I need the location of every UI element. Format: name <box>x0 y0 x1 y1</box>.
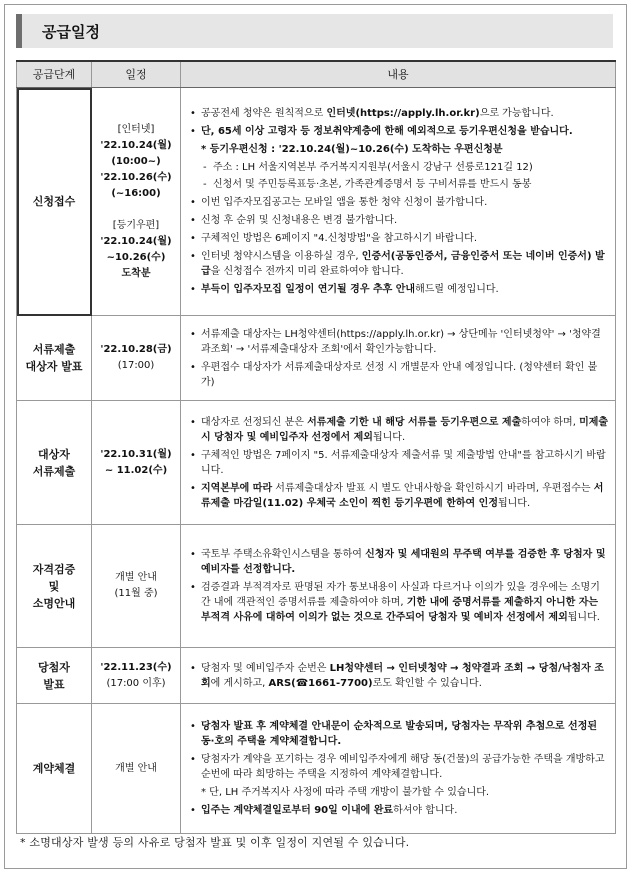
date-line: '22.11.23(수) <box>100 661 172 673</box>
text-run: 신청서 및 주민등록표등·초본, 가족관계증명서 등 구비서류를 반드시 동봉 <box>213 179 532 190</box>
bullet-item <box>189 448 609 478</box>
date-line: 개별 안내 <box>115 572 157 583</box>
date-line: [등기우편] <box>112 219 160 231</box>
text-run: 서류제출 대상자는 LH청약센터(https://apply.lh.or.kr) → 상단메뉴 '인터넷청약' → '청약결과조회' → '서류제출대상자 조회'에서 확인가능합니다. <box>201 328 601 355</box>
text-run: 하셔야 합니다. <box>393 805 458 816</box>
text-run: 부득이 입주자모집 일정이 연기될 경우 추후 안내 <box>201 284 416 295</box>
text-run: 검증결과 부적격자로 판명된 자가 통보내용이 사실과 다르거나 이의가 있을 경우에는 소명기간 내에 객관적인 증명서류를 제출하여야 하며, <box>201 582 600 608</box>
text-run: 당첨자가 계약을 포기하는 경우 예비입주자에게 해당 동(건물)의 공급가능한 주택을 개방하고 순번에 따라 희망하는 주택을 지정하여 계약체결합니다. <box>201 754 605 780</box>
text-run: 신청 후 순위 및 신청내용은 변경 불가합니다. <box>201 215 398 226</box>
date-line: 개별 안내 <box>115 762 157 774</box>
bullet-item <box>189 106 609 121</box>
text-run: * 단, LH 주거복지사 사정에 따라 주택 개방이 불가할 수 있습니다. <box>201 787 490 798</box>
date-line: ~ 11.02(수) <box>104 464 168 476</box>
date-line: '22.10.24(월) <box>100 139 172 151</box>
text-run: 미제출 시 당첨자 및 예비입주자 선정에서 제외 <box>201 416 609 443</box>
date-cell <box>92 88 181 316</box>
date-line: [인터넷] <box>117 123 155 135</box>
text-run: 해드릴 예정입니다. <box>415 284 499 295</box>
bullet-item <box>189 124 609 139</box>
schedule-table <box>16 60 616 834</box>
stage-label: 및 <box>48 579 60 593</box>
stage-label: 신청접수 <box>32 195 76 208</box>
text-run: 인증서(공동인증서, 금융인증서 또는 네이버 인증서) 발급 <box>201 251 605 277</box>
bullet-item <box>189 360 609 390</box>
bullet-item <box>189 752 609 782</box>
bullet-item <box>189 547 609 577</box>
text-run: 단, 65세 이상 고령자 등 정보취약계층에 한해 예외적으로 등기우편신청을 받습니다. <box>201 126 573 137</box>
date-line: (11월 중) <box>114 588 158 599</box>
schedule-row <box>17 316 616 401</box>
sub-item <box>189 160 609 175</box>
date-cell <box>92 648 181 704</box>
text-run: 지역본부에 따라 <box>201 482 273 494</box>
schedule-row <box>17 525 616 648</box>
date-line: (10:00~) <box>111 155 161 167</box>
text-run: 당첨자 발표 후 계약체결 안내문이 순차적으로 발송되며, 당첨자는 무작위 추첨으로 선정된 동·호의 주택을 계약체결합니다. <box>201 721 598 747</box>
text-run: 구체적인 방법은 7페이지 "5. 서류제출대상자 제출서류 및 제출방법 안내"를 참고하시기 바랍니다. <box>201 449 606 476</box>
table-header-row <box>17 61 616 88</box>
stage-label: 자격검증 <box>32 562 76 576</box>
text-run: 구체적인 방법은 6페이지 "4.신청방법"을 참고하시기 바랍니다. <box>201 233 478 244</box>
bullet-item <box>189 213 609 228</box>
bullet-item <box>189 803 609 818</box>
bullet-item <box>189 249 609 279</box>
content-cell <box>181 704 616 834</box>
bullet-item <box>189 481 609 511</box>
bullet-item <box>189 415 609 445</box>
text-run: 인터넷(https://apply.lh.or.kr) <box>326 108 480 119</box>
date-cell <box>92 316 181 401</box>
text-run: 됩니다. <box>372 431 406 443</box>
text-run: 됩니다. <box>567 612 600 623</box>
stage-label: 계약체결 <box>32 762 76 775</box>
text-run: 국토부 주택소유확인시스템을 통하여 <box>201 549 366 560</box>
date-line: '22.10.28(금) <box>100 344 172 355</box>
content-cell <box>181 401 616 525</box>
date-cell <box>92 401 181 525</box>
bullet-item <box>189 195 609 210</box>
date-line: '22.10.26(수) <box>100 171 172 183</box>
date-line: (17:00 이후) <box>106 677 166 689</box>
stage-cell <box>17 88 92 316</box>
content-cell <box>181 525 616 648</box>
stage-label: 소명안내 <box>32 596 76 610</box>
text-run: 인터넷 청약시스템을 이용하실 경우, <box>201 251 362 262</box>
text-run: 입주는 계약체결일로부터 90일 이내에 완료 <box>201 805 394 816</box>
date-line: '22.10.31(월) <box>100 448 172 460</box>
text-run: LH청약센터 → 인터넷청약 → 청약결과 조회 → 당첨/낙첨자 조회 <box>201 662 604 689</box>
stage-label: 대상자 <box>38 447 70 461</box>
text-run: 우편접수 대상자가 서류제출대상자로 선정 시 개별문자 안내 예정입니다. (청약센터 확인 불가) <box>201 361 598 388</box>
section-title-bar <box>16 14 613 48</box>
schedule-row <box>17 648 616 704</box>
bullet-item <box>189 282 609 297</box>
sub-item <box>189 177 609 192</box>
text-run: ARS(☎1661-7700) <box>268 677 373 689</box>
content-cell <box>181 316 616 401</box>
note-item <box>189 142 609 157</box>
schedule-row <box>17 704 616 834</box>
text-run: 을 신청접수 전까지 미리 완료하여야 합니다. <box>210 266 404 277</box>
date-cell <box>92 525 181 648</box>
text-run: 서류제출 기한 내 해당 서류를 등기우편으로 제출 <box>307 416 522 428</box>
stage-label: 발표 <box>43 677 65 691</box>
date-line: ~10.26(수) <box>106 251 166 263</box>
text-run: 하여야 하며, <box>521 416 580 428</box>
text-run: 로도 확인할 수 있습니다. <box>372 677 482 689</box>
bullet-item <box>189 327 609 357</box>
stage-label: 서류제출 <box>32 464 76 478</box>
header-stage: 공급단계 <box>17 61 92 88</box>
text-run: 대상자로 선정되신 분은 <box>201 416 308 428</box>
date-cell <box>92 704 181 834</box>
text-run: 에 게시하고, <box>210 677 269 689</box>
text-run: 주소 : LH 서울지역본부 주거복지지원부(서울시 강남구 선릉로121길 12) <box>213 162 533 173</box>
stage-label: 서류제출 <box>32 343 76 356</box>
schedule-body <box>17 88 616 834</box>
bullet-item <box>189 580 609 625</box>
date-line: '22.10.24(월) <box>100 235 172 247</box>
date-line <box>93 202 179 218</box>
header-content: 내용 <box>181 61 616 88</box>
bullet-item <box>189 231 609 246</box>
stage-cell <box>17 648 92 704</box>
text-run: 됩니다. <box>497 497 531 509</box>
text-run: * 등기우편신청 : '22.10.24(월)~10.26(수) 도착하는 우편신청분 <box>201 144 503 155</box>
stage-label: 당첨자 <box>38 660 70 674</box>
date-line: (17:00) <box>117 360 155 371</box>
schedule-row <box>17 401 616 525</box>
content-cell <box>181 88 616 316</box>
date-line: 도착분 <box>121 267 151 279</box>
stage-cell <box>17 401 92 525</box>
stage-cell <box>17 316 92 401</box>
stage-cell <box>17 704 92 834</box>
note-item <box>189 785 609 800</box>
text-run: 으로 가능합니다. <box>479 108 554 119</box>
text-run: 기한 내에 증명서류를 제출하지 아니한 자는 부적격 사유에 대하여 이의가 없는 것으로 간주되어 당첨자 및 예비자 선정에서 제외 <box>201 597 599 623</box>
stage-label: 대상자 발표 <box>25 360 83 373</box>
schedule-row <box>17 88 616 316</box>
bullet-item <box>189 661 609 691</box>
text-run: 서류제출 마감일(11.02) 우체국 소인이 찍힌 등기우편에 한하여 인정 <box>201 482 604 509</box>
text-run: 당첨자 및 예비입주자 순번은 <box>201 662 330 674</box>
header-date: 일정 <box>92 61 181 88</box>
text-run: 서류제출대상자 발표 시 별도 안내사항을 확인하시기 바라며, 우편접수는 <box>272 482 594 494</box>
bullet-item <box>189 719 609 749</box>
date-line: (~16:00) <box>111 187 161 199</box>
text-run: 이번 입주자모집공고는 모바일 앱을 통한 청약 신청이 불가합니다. <box>201 197 488 208</box>
text-run: 공공전세 청약은 원칙적으로 <box>201 108 327 119</box>
content-cell <box>181 648 616 704</box>
section-title: 공급일정 <box>42 23 100 41</box>
stage-cell <box>17 525 92 648</box>
text-run: 신청자 및 세대원의 무주택 여부를 검증한 후 당첨자 및 예비자를 선정합니다. <box>201 549 606 575</box>
footnote: * 소명대상자 발생 등의 사유로 당첨자 발표 및 이후 일정이 지연될 수 있습니다. <box>20 836 410 849</box>
